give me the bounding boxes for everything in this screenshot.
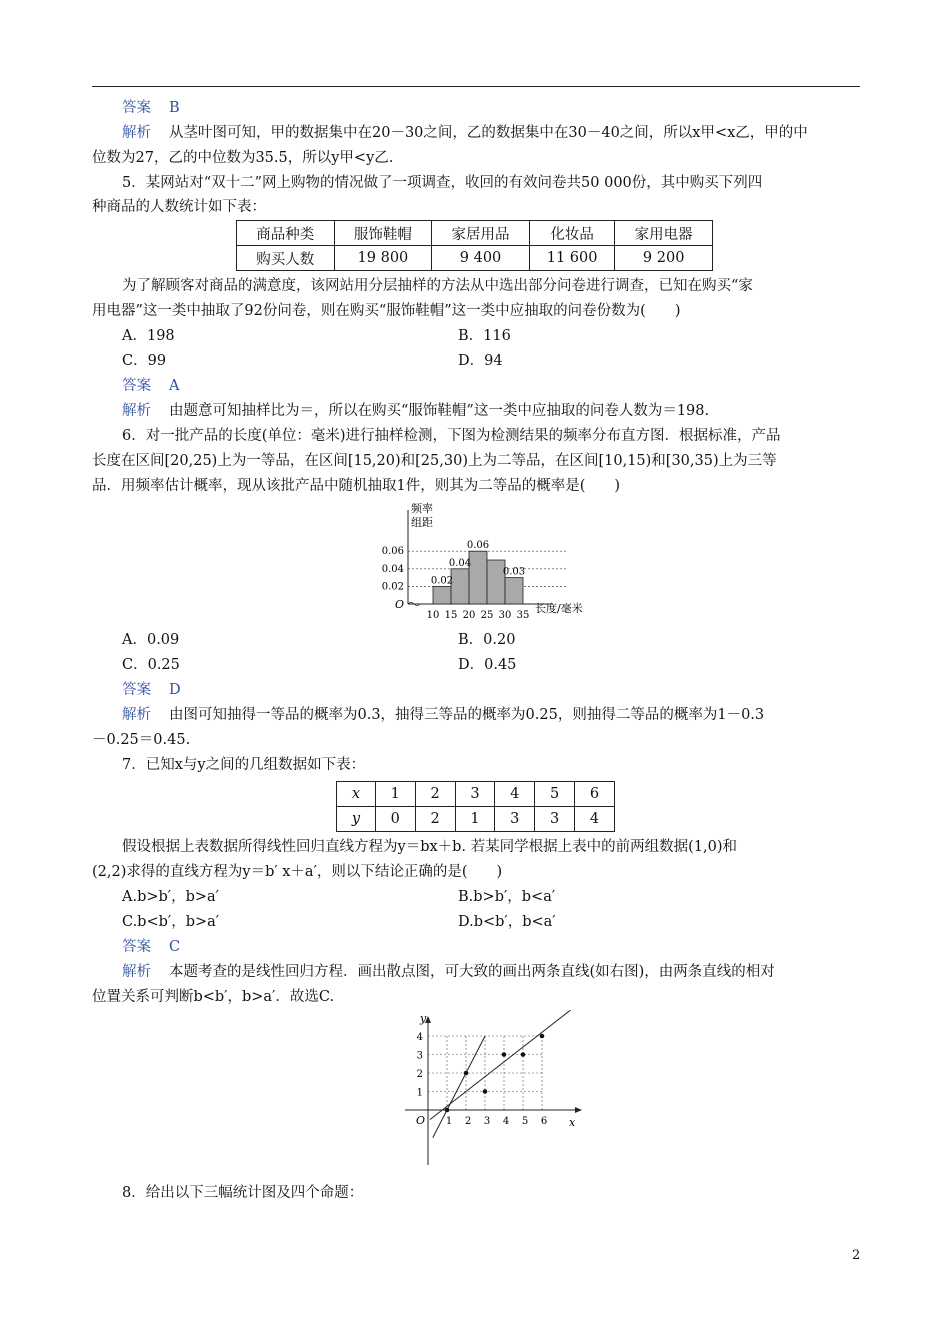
q4-analysis: [122, 124, 808, 142]
table-cell: 0: [375, 807, 415, 832]
data-point: [445, 1108, 450, 1113]
table-cell: 9 200: [615, 246, 713, 271]
q6-answer: [122, 681, 181, 699]
analysis-text: 由图可知抽得一等品的概率为0.3，抽得三等品的概率为0.25，则抽得二等品的概率为1－0.3: [169, 707, 765, 723]
q5-stem-line4: 用电器”这一类中抽取了92份问卷，则在购买“服饰鞋帽”这一类中应抽取的问卷份数为( ): [92, 303, 681, 319]
x-tick-label: 5: [521, 1116, 529, 1127]
table-row: [337, 807, 615, 832]
table-cell: 家居用品: [432, 221, 530, 246]
q4-answer: [122, 99, 180, 117]
x-tick-label: 30: [498, 610, 512, 620]
data-label: 0.04: [448, 557, 472, 569]
table-cell: 3: [535, 807, 575, 832]
bar: [451, 569, 469, 604]
table-row: [237, 221, 713, 246]
q7-stem: 7．已知x与y之间的几组数据如下表：: [122, 757, 366, 773]
table-cell: 4: [495, 782, 535, 807]
answer-value: B: [169, 100, 180, 116]
q5-answer: [122, 377, 179, 395]
analysis-text: 由题意可知抽样比为＝，所以在购买“服饰鞋帽”这一类中应抽取的问卷人数为＝198.: [169, 403, 710, 419]
y-tick-label: 1: [416, 1087, 423, 1099]
q7-stem-line2: 假设根据上表数据所得线性回归直线方程为y＝bx＋b. 若某同学根据上表中的前两组数据(1,0)和: [122, 839, 738, 855]
q7-stem-line3: (2,2)求得的直线方程为y＝b′ x＋a′，则以下结论正确的是( ): [92, 864, 503, 880]
q5-option-b: B．116: [458, 328, 511, 344]
table-cell: 2: [415, 807, 455, 832]
q7-option-d: D.b<b′，b<a′: [458, 914, 556, 930]
answer-label: 答案: [122, 939, 151, 955]
y-axis-label-bottom: 组距: [411, 516, 433, 529]
table-cell: 3: [455, 782, 495, 807]
x-axis-label: 长度/毫米: [535, 602, 583, 615]
table-row: [237, 246, 713, 271]
data-label: 0.02: [430, 575, 454, 587]
answer-value: C: [169, 939, 181, 955]
y-tick-label: 4: [416, 1032, 423, 1043]
data-point: [540, 1034, 545, 1039]
q6-analysis-line2: －0.25＝0.45.: [92, 732, 191, 748]
y-ticks: [417, 1032, 423, 1099]
q6-stem-line3: 品．用频率估计概率，现从该批产品中随机抽取1件，则其为二等品的概率是( ): [92, 478, 621, 494]
x-ticks: [427, 610, 530, 620]
x-tick-label: 3: [483, 1116, 491, 1127]
x-tick-label: 6: [540, 1116, 548, 1127]
analysis-label: 解析: [122, 125, 151, 141]
q7-option-c: C.b<b′，b>a′: [122, 914, 220, 930]
page-number: 2: [852, 1248, 861, 1263]
table-cell: 1: [455, 807, 495, 832]
x-tick-label: 2: [464, 1116, 472, 1127]
q5-analysis: [122, 402, 709, 420]
q6-option-d: D．0.45: [458, 657, 517, 673]
line-two-points: [433, 1036, 485, 1138]
q5-stem-line2: 种商品的人数统计如下表：: [92, 199, 266, 215]
x-tick-label: 4: [502, 1116, 510, 1127]
answer-label: 答案: [122, 682, 151, 698]
q4-analysis-line2: 位数为27，乙的中位数为35.5，所以y甲<y乙.: [92, 150, 394, 166]
table-cell: 9 400: [432, 246, 530, 271]
origin-label: O: [416, 1114, 426, 1127]
answer-label: 答案: [122, 100, 151, 116]
q6-stem-line2: 长度在区间[20,25)上为一等品，在区间[15,20)和[25,30)上为二等品，在区间[10,15)和[30,35)上为三等: [92, 453, 777, 469]
table-cell: 1: [375, 782, 415, 807]
table-cell: 化妆品: [529, 221, 615, 246]
q6-option-b: B．0.20: [458, 632, 516, 648]
table-cell: y: [337, 807, 376, 832]
frequency-histogram: [375, 500, 625, 620]
q5-option-d: D．94: [458, 353, 503, 369]
axes: [405, 1016, 582, 1165]
q6-analysis: [122, 706, 764, 724]
q7-option-b: B.b>b′，b<a′: [458, 889, 556, 905]
answer-value: A: [169, 378, 180, 394]
y-tick-label: 0.06: [381, 546, 404, 558]
x-tick-label: 35: [516, 610, 530, 620]
data-label: 0.03: [502, 566, 526, 578]
x-tick-label: 25: [480, 610, 494, 620]
bar: [469, 551, 487, 604]
table-row: [337, 782, 615, 807]
answer-label: 答案: [122, 378, 151, 394]
x-axis-arrow-icon: [575, 1107, 582, 1113]
bar: [505, 578, 523, 604]
q7-answer: [122, 938, 180, 956]
y-axis-label-top: 频率: [411, 502, 433, 515]
q5-option-c: C．99: [122, 353, 167, 369]
x-tick-label: 15: [444, 610, 458, 620]
scatter-plot: [400, 1010, 590, 1170]
table-cell: 家用电器: [615, 221, 713, 246]
data-label: 0.06: [466, 540, 490, 552]
analysis-label: 解析: [122, 707, 151, 723]
table-cell: 5: [535, 782, 575, 807]
data-point: [464, 1071, 469, 1076]
q5-stem: 5．某网站对“双十二”网上购物的情况做了一项调查，收回的有效问卷共50 000份，其中购买下列四: [122, 175, 763, 191]
table-cell: 3: [495, 807, 535, 832]
y-tick-label: 0.02: [381, 581, 404, 593]
q5-option-a: A．198: [122, 328, 175, 344]
analysis-label: 解析: [122, 403, 151, 419]
q7-analysis-line2: 位置关系可判断b<b′，b>a′．故选C.: [92, 989, 335, 1005]
data-point: [502, 1052, 507, 1057]
analysis-text: 本题考查的是线性回归方程．画出散点图，可大致的画出两条直线(如右图)，由两条直线的相对: [169, 964, 775, 980]
table-cell: 商品种类: [237, 221, 335, 246]
gridlines: [428, 1036, 542, 1110]
q5-stem-line3: 为了解顾客对商品的满意度，该网站用分层抽样的方法从中选出部分问卷进行调查，已知在购买“家: [122, 278, 753, 294]
table-cell: 购买人数: [237, 246, 335, 271]
table-cell: 2: [415, 782, 455, 807]
x-tick-label: 10: [426, 610, 440, 620]
y-tick-label: 2: [416, 1069, 423, 1080]
data-point: [521, 1052, 526, 1057]
table-cell: x: [337, 782, 376, 807]
x-tick-label: 20: [462, 610, 476, 620]
regression-line: [430, 1010, 571, 1120]
analysis-text: 从茎叶图可知，甲的数据集中在20－30之间，乙的数据集中在30－40之间，所以x甲<x乙，甲的中: [169, 125, 808, 141]
x-tick-label: 1: [445, 1116, 453, 1127]
q7-analysis: [122, 963, 775, 981]
q7-option-a: A.b>b′，b>a′: [122, 889, 219, 905]
q6-option-a: A．0.09: [122, 632, 180, 648]
x-ticks: [446, 1116, 547, 1127]
y-tick-label: 3: [416, 1050, 423, 1062]
table-cell: 4: [575, 807, 615, 832]
table-cell: 服饰鞋帽: [334, 221, 432, 246]
analysis-label: 解析: [122, 964, 151, 980]
q6-option-c: C．0.25: [122, 657, 180, 673]
answer-value: D: [169, 682, 181, 698]
q6-stem: 6．对一批产品的长度(单位：毫米)进行抽样检测，下图为检测结果的频率分布直方图．根据标准，产品: [122, 428, 781, 444]
q8-stem: 8．给出以下三幅统计图及四个命题：: [122, 1185, 364, 1201]
y-axis-label: y: [420, 1012, 427, 1025]
bar: [433, 586, 451, 604]
table-cell: 19 800: [334, 246, 432, 271]
x-axis-label: x: [569, 1116, 576, 1129]
q5-table: [236, 220, 713, 271]
y-ticks: [382, 546, 404, 592]
data-point: [483, 1089, 488, 1094]
table-cell: 11 600: [529, 246, 615, 271]
table-cell: 6: [575, 782, 615, 807]
q7-table: [336, 781, 615, 832]
y-tick-label: 0.04: [381, 563, 404, 575]
header-rule: [92, 86, 860, 87]
origin-label: O: [395, 598, 405, 611]
